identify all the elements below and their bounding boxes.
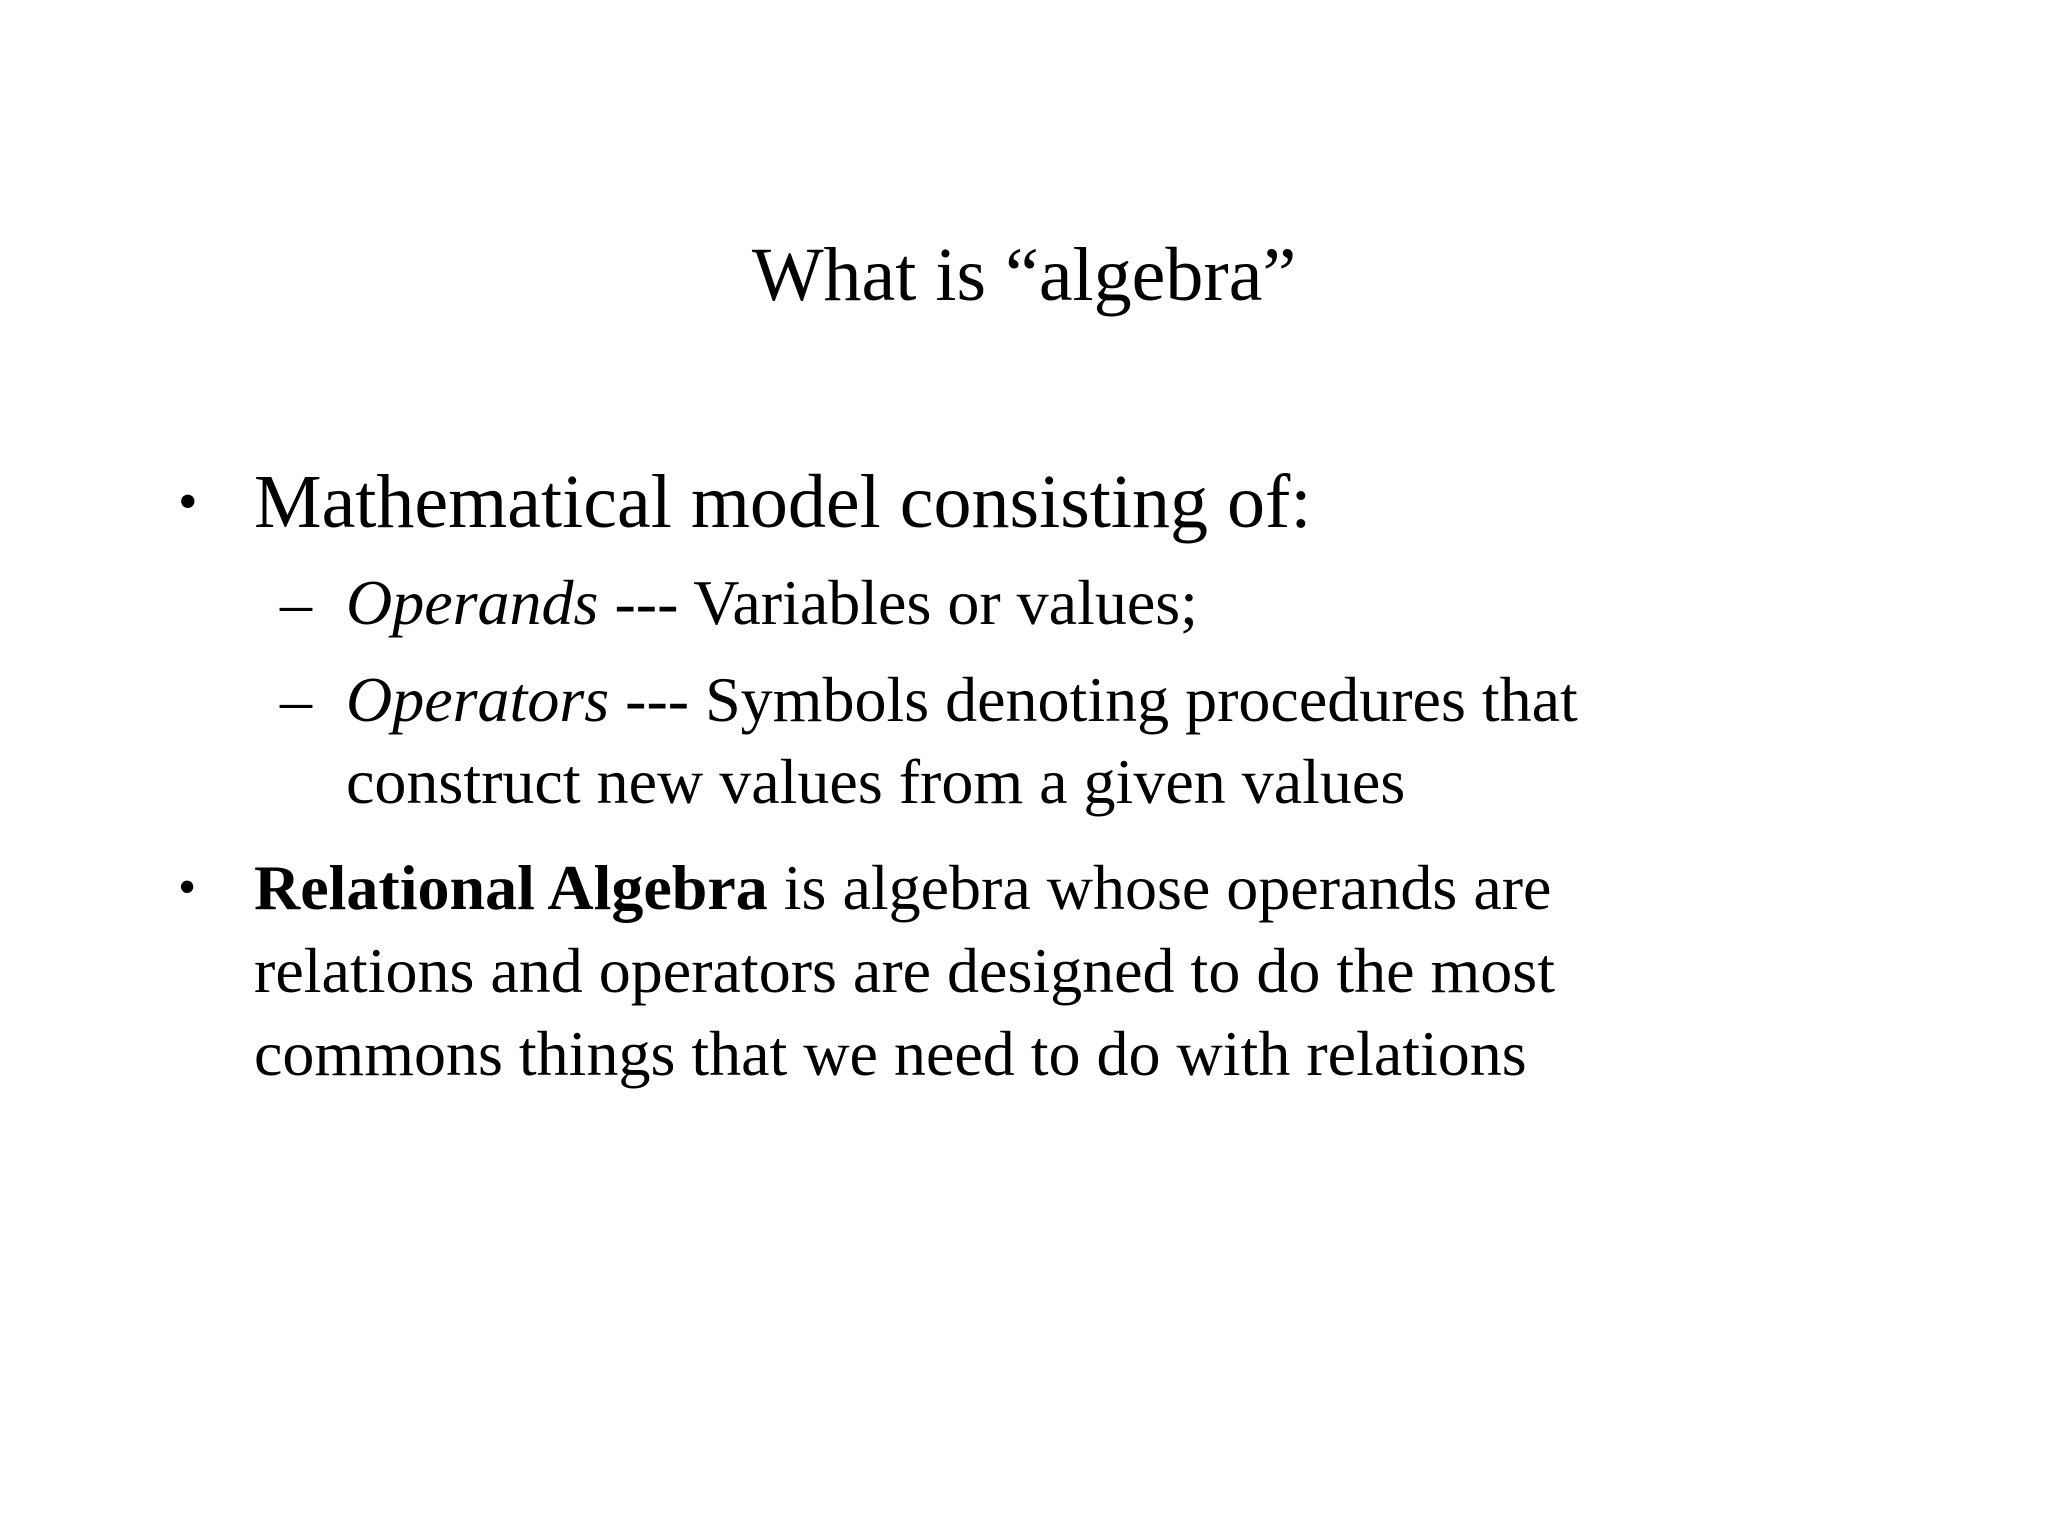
subbullet-text: [346, 562, 1198, 644]
subbullet-continuation: construct new values from a given values: [346, 746, 1406, 817]
bullet-text: Mathematical model consisting of:: [254, 460, 1312, 544]
slide-title: What is “algebra”: [751, 233, 1297, 317]
bullet-line-3: commons things that we need to do with relations: [254, 1018, 1527, 1089]
italic-term-operands: Operands: [346, 567, 599, 638]
bullet-marker: •: [178, 859, 197, 916]
italic-term-operators: Operators: [346, 664, 610, 735]
bullet-line-1: is algebra whose operands are: [767, 852, 1552, 923]
subbullet-text: [346, 659, 1578, 823]
bullet-line-2: relations and operators are designed to do the most: [254, 935, 1555, 1006]
dash-marker: –: [280, 567, 312, 638]
bullet-text: [254, 846, 1555, 1095]
bold-term-relational-algebra: Relational Algebra: [254, 852, 768, 923]
subbullet-rest: --- Symbols denoting procedures that: [609, 664, 1578, 735]
dash-marker: –: [280, 664, 312, 735]
subbullet-rest: --- Variables or values;: [598, 567, 1198, 638]
bullet-marker: •: [178, 471, 198, 533]
